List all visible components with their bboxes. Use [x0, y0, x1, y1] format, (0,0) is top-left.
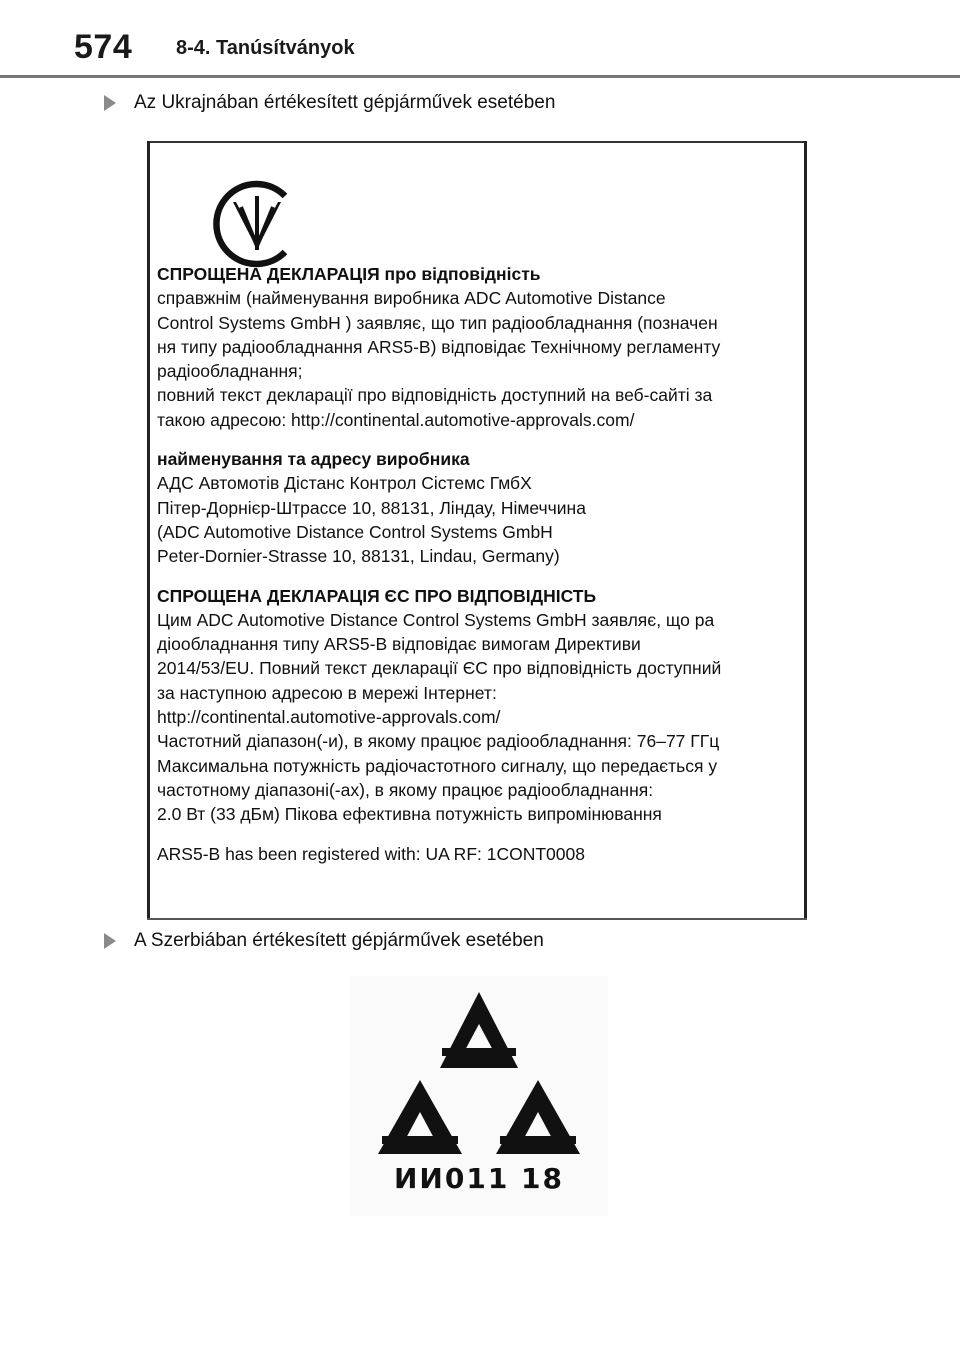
declaration-line: 2014/53/EU. Повний текст декларації ЄС про відповідність доступний — [157, 658, 722, 679]
declaration-line: http://continental.automotive-approvals.com/ — [157, 707, 501, 728]
label-border-top — [147, 141, 807, 143]
declaration-line: Control Systems GmbH ) заявляє, що тип радіообладнання (позначен — [157, 312, 718, 333]
ukrainian-conformity-mark-icon — [207, 174, 307, 274]
page-header — [0, 0, 960, 80]
declaration-line: за наступною адресою в мережі Інтернет: — [157, 682, 497, 703]
serbian-certification-label — [350, 976, 608, 1216]
declaration-line: такою адресою: http://continental.automotive-approvals.com/ — [157, 409, 635, 430]
declaration-line: Частотний діапазон(-и), в якому працює радіообладнання: 76–77 ГГц — [157, 731, 720, 752]
declaration-line: Пітер-Дорнієр-Штрассе 10, 88131, Ліндау, Німеччина — [157, 497, 586, 518]
declaration-line: найменування та адресу виробника — [157, 449, 470, 470]
declaration-line: частотному діапазоні(-ах), в якому працює радіообладнання: — [157, 779, 654, 800]
declaration-line: ня типу радіообладнання ARS5-B) відповідає Технічному регламенту — [157, 336, 721, 357]
declaration-line: (ADC Automotive Distance Control Systems GmbH — [157, 521, 553, 542]
header-divider — [0, 75, 960, 78]
declaration-line: АДС Автомотів Дістанс Контрол Сістемс ГмбХ — [157, 473, 532, 494]
declaration-line: ARS5-B has been registered with: UA RF: 1CONT0008 — [157, 843, 585, 864]
declaration-line: СПРОЩЕНА ДЕКЛАРАЦІЯ про відповідність — [157, 264, 541, 284]
ukraine-declaration-label — [147, 138, 807, 920]
declaration-line: Максимальна потужність радіочастотного сигналу, що передається у — [157, 755, 718, 776]
bullet-triangle-icon — [104, 95, 116, 111]
declaration-line: повний текст декларації про відповідність доступний на веб-сайті за — [157, 385, 713, 406]
page-number: 574 — [74, 28, 133, 66]
declaration-line: 2.0 Вт (33 дБм) Пікова ефективна потужність випромінювання — [157, 804, 662, 825]
label-border-left — [147, 141, 150, 920]
serbia-heading — [104, 930, 544, 952]
declaration-line: діообладнання типу ARS5-B відповідає вимогам Директиви — [157, 634, 641, 655]
bullet-triangle-icon — [104, 933, 116, 949]
declaration-line: Цим ADC Automotive Distance Control Systems GmbH заявляє, що ра — [157, 609, 715, 630]
serbian-approval-code: ИИ011 18 — [393, 1162, 565, 1195]
declaration-line: Peter-Dornier-Strasse 10, 88131, Lindau, Germany) — [157, 546, 560, 567]
declaration-text — [157, 262, 807, 866]
section-title: 8-4. Tanúsítványok — [176, 37, 355, 59]
serbia-heading-text: A Szerbiában értékesített gépjárművek esetében — [134, 930, 544, 951]
ukraine-heading — [104, 92, 555, 114]
declaration-line: СПРОЩЕНА ДЕКЛАРАЦІЯ ЄС ПРО ВІДПОВІДНІСТЬ — [157, 585, 597, 606]
ukraine-heading-text: Az Ukrajnában értékesített gépjárművek esetében — [134, 92, 556, 113]
declaration-line: радіообладнання; — [157, 361, 303, 382]
declaration-line: справжнім (найменування виробника ADC Automotive Distance — [157, 288, 666, 309]
label-border-bottom — [147, 918, 807, 920]
